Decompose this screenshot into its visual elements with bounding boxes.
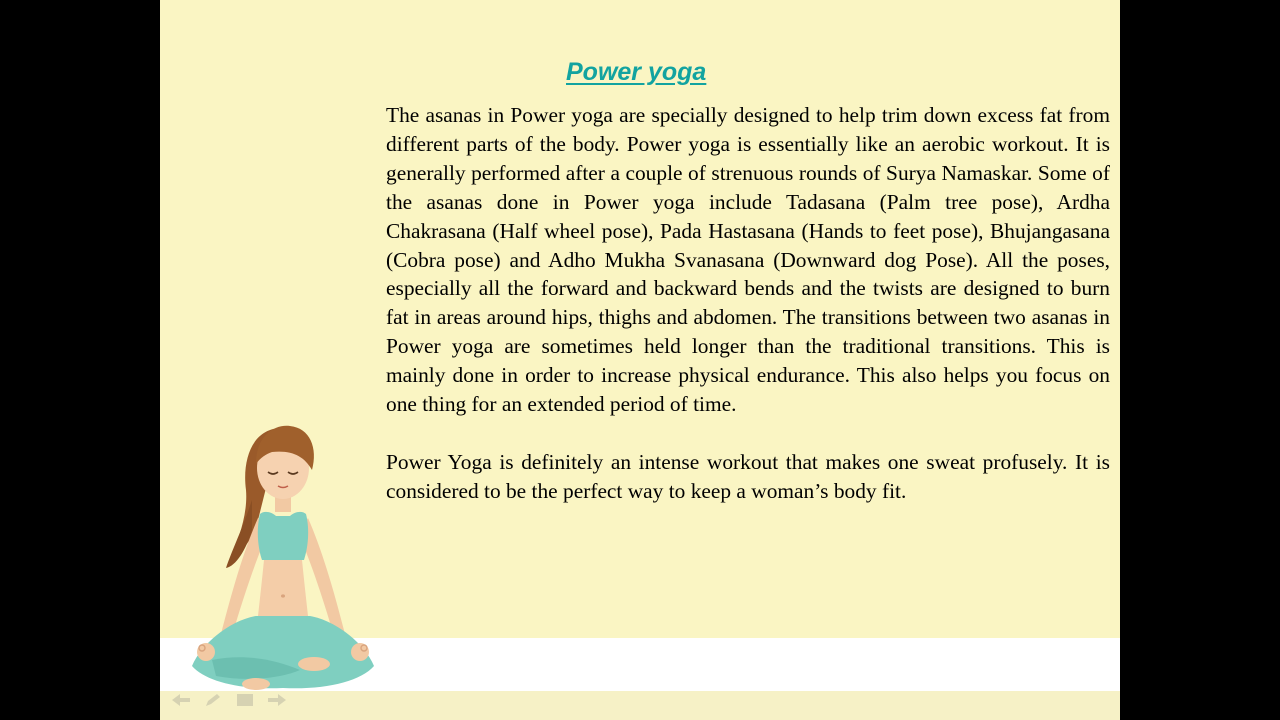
slide-body (386, 101, 1110, 506)
paragraph-2: Power Yoga is definitely an intense workout that makes one sweat profusely. It is considered to be the perfect way to keep a woman’s body fit. (386, 449, 1110, 503)
menu-icon[interactable] (234, 692, 256, 708)
slideshow-controls (170, 692, 288, 708)
presentation-slide (160, 0, 1120, 720)
pen-icon[interactable] (202, 692, 224, 708)
paragraph-1: The asanas in Power yoga are specially designed to help trim down excess fat from different parts of the body. Power yoga is essentially like an aerobic workout. It is generally performed after a couple of strenuous rounds of Surya Namaskar. Some of the asanas done in Power yoga include Tadasana (Palm tree pose), Ardha Chakrasana (Half wheel pose), Pada Hastasana (Hands to feet pose), Bhujangasana (Cobra pose) and Adho Mukha Svanasana (Downward dog Pose). All the poses, especially all the forward and backward bends and the twists are designed to burn fat in areas around hips, thighs and abdomen. The transitions between two asanas in Power yoga are sometimes held longer than the traditional transitions. This is mainly done in order to increase physical endurance. This also helps you focus on one thing for an extended period of time. (386, 103, 1110, 417)
meditating-woman-illustration (172, 420, 412, 710)
slide-title: Power yoga (566, 58, 707, 86)
arrow-right-icon[interactable] (266, 692, 288, 708)
arrow-left-icon[interactable] (170, 692, 192, 708)
